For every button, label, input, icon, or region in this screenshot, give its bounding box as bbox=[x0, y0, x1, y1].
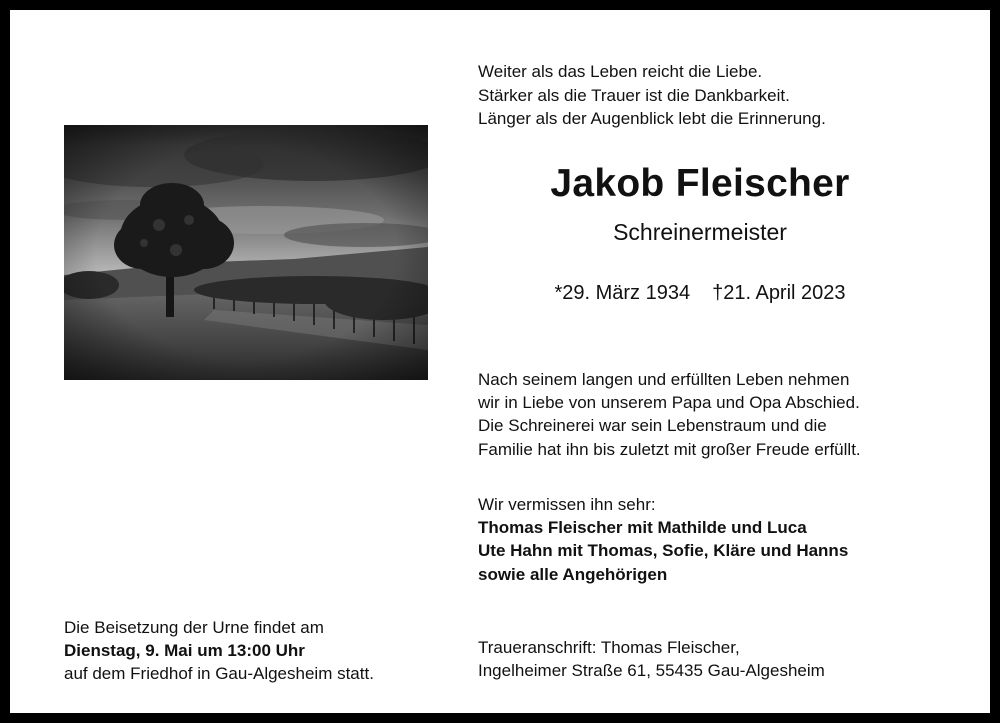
tribute-line: Familie hat ihn bis zuletzt mit großer Freude erfüllt. bbox=[478, 439, 861, 459]
burial-date: Dienstag, 9. Mai um 13:00 Uhr bbox=[64, 641, 305, 661]
tribute-line: Nach seinem langen und erfüllten Leben nehmen bbox=[478, 370, 850, 389]
memorial-poem bbox=[478, 60, 826, 131]
poem-line: Stärker als die Trauer ist die Dankbarkeit. bbox=[478, 85, 790, 105]
mourner-name: Thomas Fleischer mit Mathilde und Luca bbox=[478, 518, 807, 538]
mourner-name: sowie alle Angehörigen bbox=[478, 564, 668, 584]
mourning-address bbox=[478, 636, 825, 682]
birth-date: *29. März 1934 bbox=[554, 282, 691, 304]
address-line: Ingelheimer Straße 61, 55435 Gau-Algesheim bbox=[478, 661, 825, 681]
life-dates bbox=[478, 282, 922, 305]
address-line: Traueranschrift: Thomas Fleischer, bbox=[478, 638, 740, 657]
tribute-line: wir in Liebe von unserem Papa und Opa Abschied. bbox=[478, 393, 860, 413]
mourners-block bbox=[478, 493, 848, 586]
burial-place: auf dem Friedhof in Gau-Algesheim statt. bbox=[64, 664, 374, 684]
tree-landscape-photo bbox=[64, 125, 428, 380]
mourner-name: Ute Hahn mit Thomas, Sofie, Kläre und Hanns bbox=[478, 541, 849, 561]
burial-info bbox=[64, 616, 374, 686]
deceased-profession: Schreinermeister bbox=[613, 219, 787, 245]
tree-landscape-photo-icon bbox=[64, 125, 428, 380]
tribute-text bbox=[478, 368, 861, 461]
poem-line: Länger als der Augenblick lebt die Erinnerung. bbox=[478, 109, 826, 128]
deceased-name: Jakob Fleischer bbox=[550, 162, 850, 205]
tribute-line: Die Schreinerei war sein Lebenstraum und die bbox=[478, 416, 827, 436]
death-date: †21. April 2023 bbox=[712, 282, 846, 304]
poem-line: Weiter als das Leben reicht die Liebe. bbox=[478, 62, 763, 81]
mourners-intro: Wir vermissen ihn sehr: bbox=[478, 495, 656, 514]
burial-intro: Die Beisetzung der Urne findet am bbox=[64, 618, 324, 637]
